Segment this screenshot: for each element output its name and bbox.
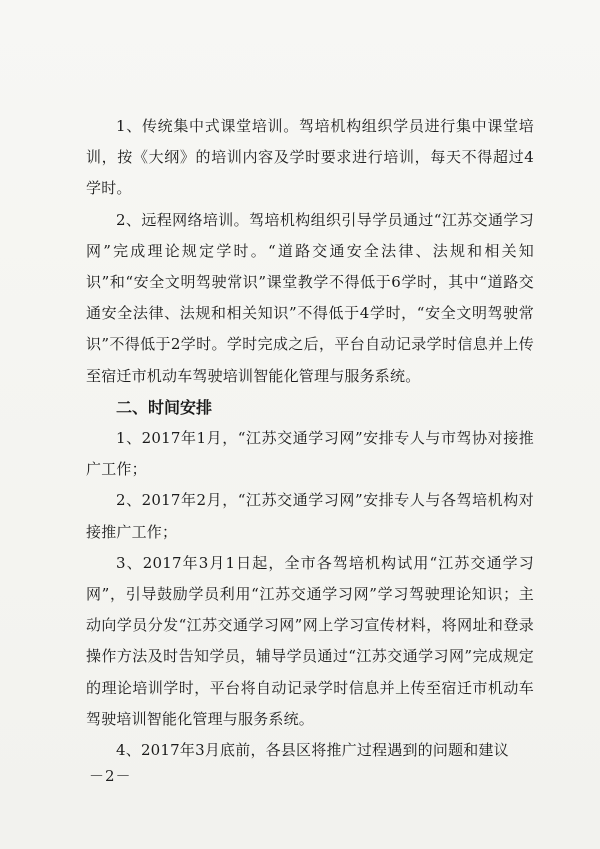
page-number: －2－ bbox=[89, 767, 132, 785]
paragraph-schedule-item-1: 1、2017年1月，“江苏交通学习网”安排专人与市驾协对接推广工作； bbox=[86, 429, 534, 479]
paragraph-schedule-item-3: 3、2017年3月1日起，全市各驾培机构试用“江苏交通学习网”，引导鼓励学员利用“江苏交通学习网”学习驾驶理论知识；主动向学员分发“江苏交通学习网”网上学习宣传材料，将网址和登录操作方法及时告知学员，辅导学员通过“江苏交通学习网”完成规定的理论培训学时，平台将自动记录学时信息并上传至宿迁市机动车驾驶培训智能化管理与服务系统。 bbox=[86, 553, 534, 728]
section-heading-schedule: 二、时间安排 bbox=[116, 397, 213, 417]
document-body bbox=[86, 111, 534, 766]
paragraph-traditional-training: 1、传统集中式课堂培训。驾培机构组织学员进行集中课堂培训，按《大纲》的培训内容及学时要求进行培训，每天不得超过4学时。 bbox=[86, 117, 534, 198]
paragraph-remote-training: 2、远程网络培训。驾培机构组织引导学员通过“江苏交通学习网”完成理论规定学时。“道路交通安全法律、法规和相关知识”和“安全文明驾驶常识”课堂教学不得低于6学时，其中“道路交通安全法律、法规和相关知识”不得低于4学时，“安全文明驾驶常识”不得低于2学时。学时完成之后，平台自动记录学时信息并上传至宿迁市机动车驾驶培训智能化管理与服务系统。 bbox=[86, 210, 534, 385]
paragraph-schedule-item-4: 4、2017年3月底前，各县区将推广过程遇到的问题和建议 bbox=[116, 741, 509, 760]
paragraph-schedule-item-2: 2、2017年2月，“江苏交通学习网”安排专人与各驾培机构对接推广工作； bbox=[86, 491, 534, 541]
